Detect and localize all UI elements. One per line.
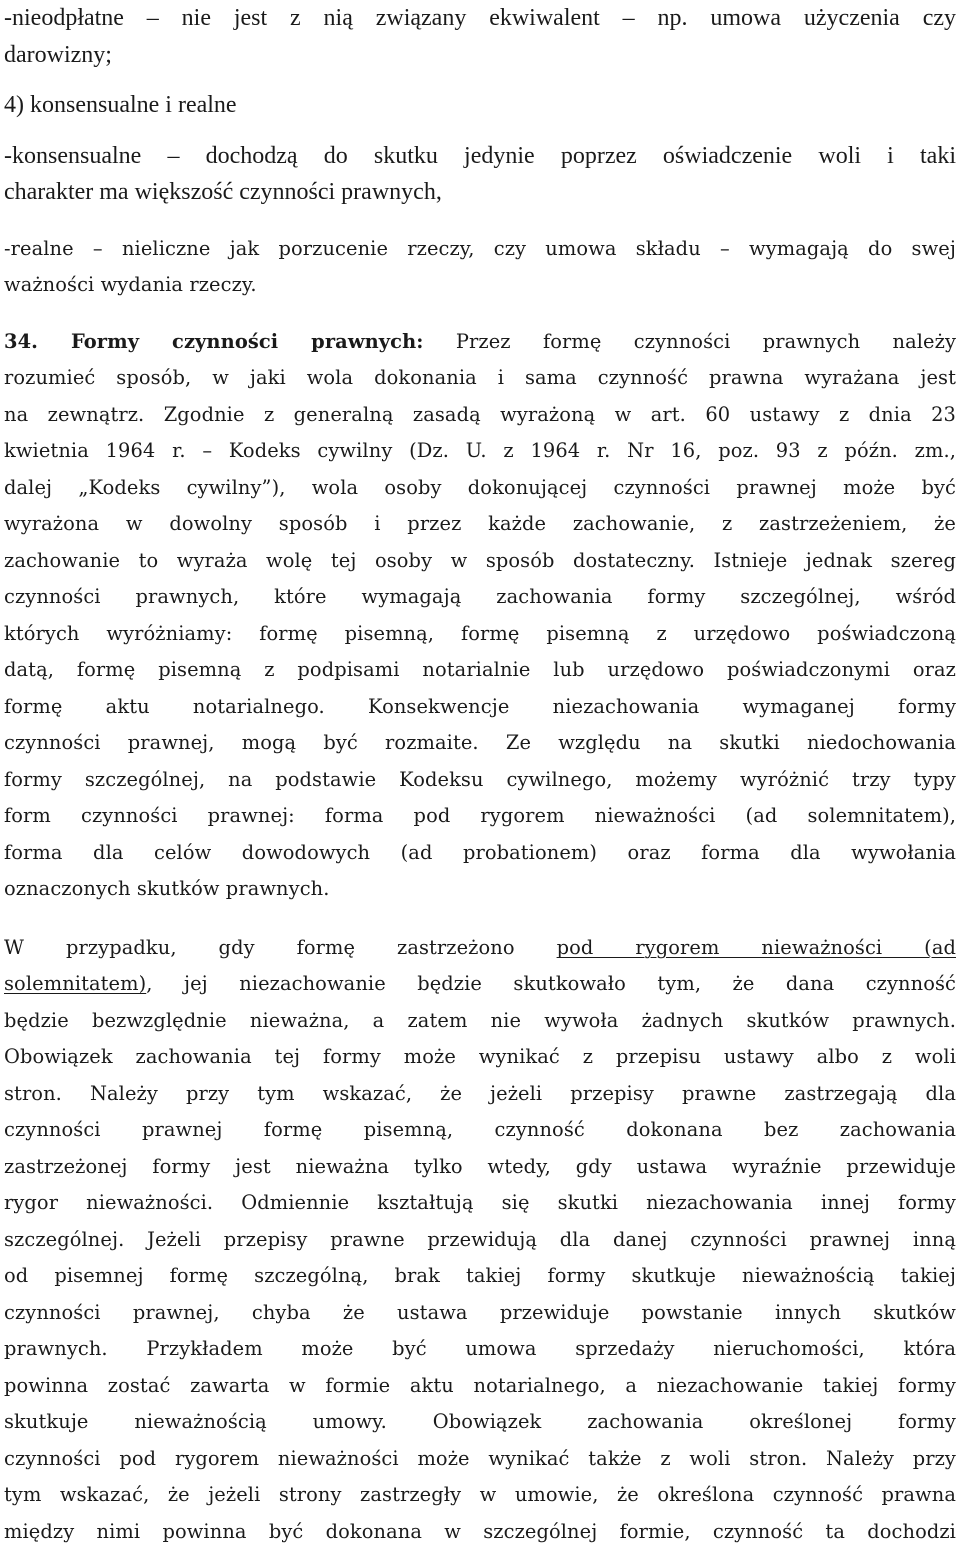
text-line: dalej „Kodeks cywilny”), wola osoby dokonującej czynności prawnej może być <box>4 475 956 499</box>
text-line: Obowiązek zachowania tej formy może wynikać z przepisu ustawy albo z woli <box>4 1045 956 1068</box>
text-line <box>4 966 956 1003</box>
text-line: czynności prawnej, mogą być rozmaite. Ze względu na skutki niedochowania <box>4 731 956 754</box>
section-heading-line <box>4 324 956 361</box>
text-line: formę aktu notarialnego. Konsekwencje niezachowania wymaganej formy <box>4 694 956 718</box>
section-34 <box>4 324 956 908</box>
text-line: od pisemnej formę szczególną, brak takiej formy skutkuje nieważnością takiej <box>4 1264 956 1287</box>
text-line: kwietnia 1964 r. – Kodeks cywilny (Dz. U. z 1964 r. Nr 16, poz. 93 z późn. zm., <box>4 439 956 462</box>
text-line: czynności prawnych, które wymagają zachowania formy szczególnej, wśród <box>4 585 956 608</box>
text-line: -nieodpłatne – nie jest z nią związany ekwiwalent – np. umowa użyczenia czy <box>4 5 956 31</box>
underlined-term: solemnitatem) <box>4 972 147 995</box>
document-page <box>4 0 956 1550</box>
text-line: stron. Należy przy tym wskazać, że jeżeli przepisy prawne zastrzegają dla <box>4 1081 956 1105</box>
text-line: form czynności prawnej: forma pod rygorem nieważności (ad solemnitatem), <box>4 804 956 827</box>
text-line: oznaczonych skutków prawnych. <box>4 877 330 900</box>
text-line: których wyróżniamy: formę pisemną, formę pisemną z urzędowo poświadczoną <box>4 621 956 645</box>
text-line: formy szczególnej, na podstawie Kodeksu cywilnego, możemy wyróżnić trzy typy <box>4 767 956 791</box>
text-line: forma dla celów dowodowych (ad probationem) oraz forma dla wywołania <box>4 840 956 864</box>
text-line: szczególnej. Jeżeli przepisy prawne przewidują dla danej czynności prawnej inną <box>4 1227 956 1251</box>
text-line: skutkuje nieważnością umowy. Obowiązek zachowania określonej formy <box>4 1410 956 1433</box>
text-line: powinna zostać zawarta w formie aktu notarialnego, a niezachowanie takiej formy <box>4 1373 956 1397</box>
text-line: czynności prawnej formę pisemną, czynność dokonana bez zachowania <box>4 1118 956 1141</box>
text-line: charakter ma większość czynności prawnych, <box>4 179 442 205</box>
text-line: rozumieć sposób, w jaki wola dokonania i sama czynność prawna wyrażana jest <box>4 366 956 389</box>
text-line: rygor nieważności. Odmiennie kształtują się skutki niezachowania innej formy <box>4 1191 956 1214</box>
text-line: zachowanie to wyraża wolę tej osoby w sposób dostateczny. Istnieje jednak szereg <box>4 548 956 572</box>
text-span: W przypadku, gdy formę zastrzeżono <box>4 935 557 959</box>
text-line: -realne – nieliczne jak porzucenie rzeczy, czy umowa składu – wymagają do swej <box>4 236 956 260</box>
list-heading: 4) konsensualne i realne <box>4 92 237 118</box>
text-line: darowizny; <box>4 41 112 68</box>
text-line: czynności pod rygorem nieważności może wynikać także z woli stron. Należy przy <box>4 1446 956 1470</box>
text-line: zastrzeżonej formy jest nieważna tylko wtedy, gdy ustawa wyraźnie przewiduje <box>4 1154 956 1178</box>
text-line: będzie bezwzględnie nieważna, a zatem nie wywoła żadnych skutków prawnych. <box>4 1008 956 1032</box>
text-line: -konsensualne – dochodzą do skutku jedynie poprzez oświadczenie woli i taki <box>4 142 956 169</box>
section-heading: 34. Formy czynności prawnych: <box>4 329 424 353</box>
text-line: prawnych. Przykładem może być umowa sprzedaży nieruchomości, która <box>4 1337 956 1360</box>
text-line: na zewnątrz. Zgodnie z generalną zasadą wyrażoną w art. 60 ustawy z dnia 23 <box>4 402 956 426</box>
list-block-real <box>4 231 956 304</box>
text-span: , jej niezachowanie będzie skutkowało tym, że dana czynność <box>146 972 956 995</box>
text-line: między nimi powinna być dokonana w szczególnej formie, czynność ta dochodzi <box>4 1519 956 1543</box>
text-line: czynności prawnej, chyba że ustawa przewiduje powstanie innych skutków <box>4 1300 956 1324</box>
text-line <box>4 930 956 967</box>
text-line: ważności wydania rzeczy. <box>4 273 257 296</box>
list-block-consensual <box>4 0 956 211</box>
paragraph-nullity <box>4 930 956 1551</box>
text-span: Przez formę czynności prawnych należy <box>423 329 957 353</box>
underlined-term: pod rygorem nieważności (ad <box>556 935 956 959</box>
text-line: datą, formę pisemną z podpisami notarialnie lub urzędowo poświadczonymi oraz <box>4 658 956 681</box>
text-line: tym wskazać, że jeżeli strony zastrzegły w umowie, że określona czynność prawna <box>4 1483 956 1506</box>
text-line: wyrażona w dowolny sposób i przez każde zachowanie, z zastrzeżeniem, że <box>4 512 956 535</box>
